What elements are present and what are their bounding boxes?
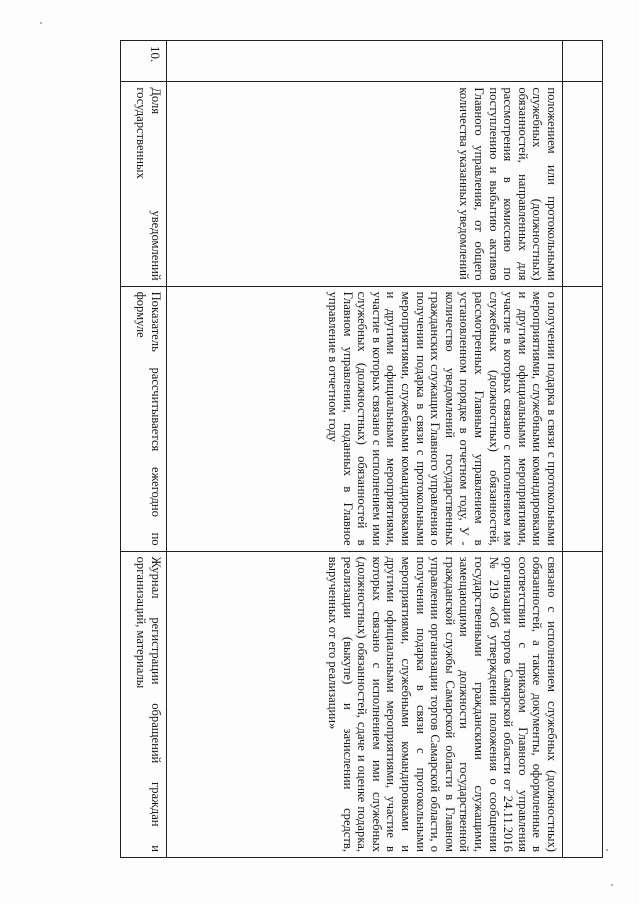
row-number [563, 41, 603, 82]
table-row [167, 41, 563, 858]
table-row-top [563, 41, 603, 858]
data-source-cell [563, 551, 603, 857]
indicator-table [120, 40, 603, 858]
scan-speck [611, 884, 613, 886]
calculation-method-cell [563, 286, 603, 551]
indicator-name-cell: Доля уведомлений государственных [121, 82, 167, 286]
scan-speck [606, 849, 608, 851]
row-number [167, 41, 563, 82]
calculation-method-cell: Показатель рассчитывается ежегодно по формуле [121, 286, 167, 551]
calculation-method-cell: о получении подарка в связи с протокольными мероприятиями, служебными командировками и другими официальными мероприятиями, участие в которых связано с исполнением им служебных (должностных) обязанностей, рассмотренных Главным управлением в установленном порядке в отчетном году, У - количество уведомлений государственных гражданских служащих Главного управления о получении подарка в связи с протокольными мероприятиями, служебными командировками и другими официальными мероприятиями, участие в которых связано с исполнением ими служебных (должностных) обязанностей в Главном управлении, поданных в Главное управление в отчетном году [167, 286, 563, 551]
data-source-cell: Журнал регистрации обращений граждан и организаций, материалы [121, 551, 167, 857]
indicator-name-cell [563, 82, 603, 286]
data-source-cell: связано с исполнением служебных (должностных) обязанностей, а также документы, оформленные в соответствии с приказом Главного управления организации торгов Самарской области от 24.11.2016 № 219 «Об утверждении положения о сообщении государственными гражданскими служащими, замещающими должности государственной гражданской службы Самарской области в Главном управлении организации торгов Самарской области, о получении подарка в связи с протокольными мероприятиями, служебными командировками и другими официальными мероприятиями, участие в которых связано с исполнением ими служебных (должностных) обязанностей, сдаче и оценке подарка, реализации (выкупе) и зачислении средств, вырученных от его реализации» [167, 551, 563, 857]
indicator-name-cell: положением или протокольными служебных (должностных) обязанностей, направленных для рассмотрения в комиссию по поступлению и выбытию активов Главного управления, от общего количества указанных уведомлений [167, 82, 563, 286]
table-row [121, 41, 167, 858]
row-number: 10. [121, 41, 167, 82]
scan-speck [40, 22, 42, 24]
